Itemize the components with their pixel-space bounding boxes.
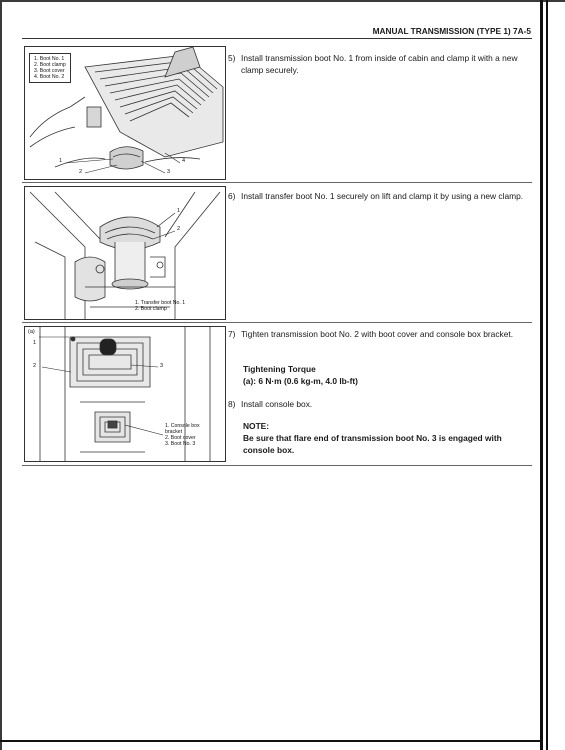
- step-text: Install console box.: [241, 399, 313, 409]
- callout-2: 2: [177, 226, 181, 232]
- figure-transfer-boot-illustration: [24, 186, 226, 320]
- step-text: Install transfer boot No. 1 securely on lift and clamp it by using a new clamp.: [241, 191, 524, 201]
- callout-1: 1: [59, 158, 63, 164]
- legend-item: 2. Boot clamp: [135, 306, 167, 312]
- step-5: [228, 52, 528, 76]
- section-divider: [22, 182, 532, 183]
- callout-3: 3: [167, 169, 171, 175]
- step-number: 8): [228, 399, 236, 409]
- figure-console-box-illustration: [24, 326, 226, 462]
- callout-3: 3: [160, 363, 164, 369]
- tightening-torque-heading: Tightening Torque: [243, 364, 316, 374]
- callout-4: 4: [182, 158, 186, 164]
- note-text: Be sure that flare end of transmission boot No. 3 is engaged with console box.: [243, 433, 502, 455]
- step-7: [228, 328, 528, 340]
- figure2-legend: [135, 300, 185, 312]
- step-number: 6): [228, 191, 236, 201]
- callout-1: 1: [33, 340, 37, 346]
- page-frame-right-outer: [546, 0, 548, 750]
- step-number: 7): [228, 329, 236, 339]
- legend-item: 3. Boot cover: [34, 68, 65, 74]
- figure3-legend: [165, 423, 200, 447]
- callout-torque-a: (a): [28, 329, 35, 335]
- page-frame-bottom: [0, 740, 543, 742]
- step-6: [228, 190, 528, 202]
- page-frame-right: [540, 0, 543, 750]
- step-text: Install transmission boot No. 1 from inside of cabin and clamp it with a new clamp securely.: [241, 53, 518, 75]
- transfer-boot-drawing: [25, 187, 225, 319]
- legend-item: 1. Transfer boot No. 1: [135, 300, 186, 306]
- legend-item: 2. Boot cover: [165, 435, 196, 441]
- figure1-legend: [29, 53, 71, 83]
- section-divider: [22, 322, 532, 323]
- legend-item: 1. Console box: [165, 423, 200, 429]
- step-number: 5): [228, 53, 236, 63]
- legend-item: 3. Boot No. 3: [165, 441, 196, 447]
- page-frame-left: [0, 0, 2, 750]
- page-frame-top: [0, 0, 565, 2]
- tightening-torque-value: (a): 6 N·m (0.6 kg-m, 4.0 lb-ft): [243, 376, 358, 386]
- header-rule: [22, 38, 532, 39]
- page-header-title: MANUAL TRANSMISSION (TYPE 1) 7A-5: [372, 26, 531, 36]
- callout-1: 1: [177, 208, 181, 214]
- legend-item: 1. Boot No. 1: [34, 56, 65, 62]
- legend-item: 2. Boot clamp: [34, 62, 66, 68]
- callout-2: 2: [79, 169, 83, 175]
- section-divider: [22, 465, 532, 466]
- legend-item: 4. Boot No. 2: [34, 74, 65, 80]
- step-8: [228, 398, 528, 410]
- note-heading: NOTE:: [243, 421, 270, 431]
- callout-2: 2: [33, 363, 37, 369]
- figure-boot-no1-illustration: [24, 46, 226, 180]
- legend-item: bracket: [165, 429, 183, 435]
- step-text: Tighten transmission boot No. 2 with boot cover and console box bracket.: [241, 329, 514, 339]
